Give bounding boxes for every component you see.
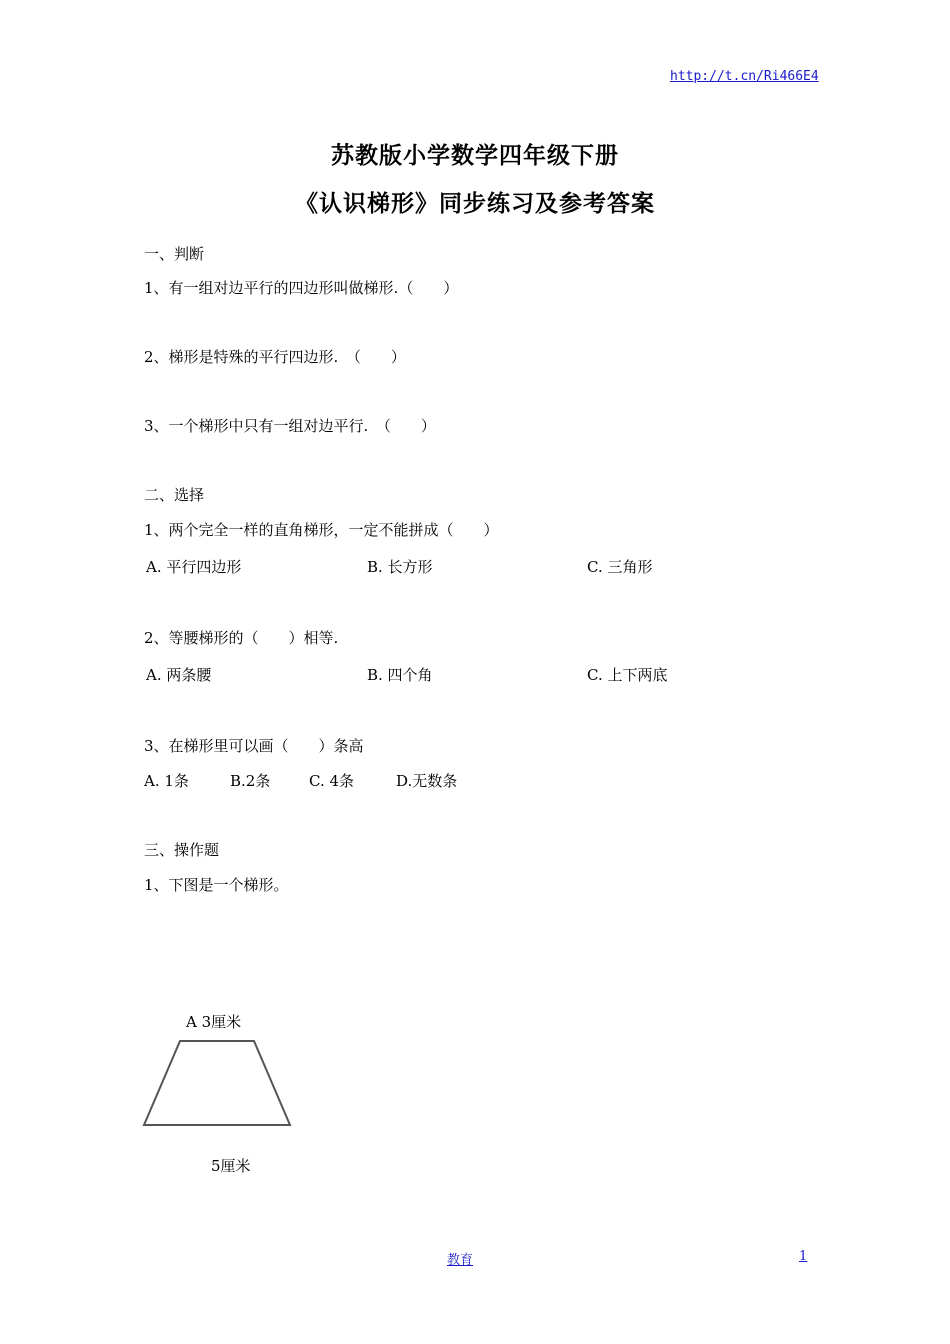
header-link[interactable]: http://t.cn/Ri466E4 [670,69,819,84]
choice-1-option-b: B. 长方形 [367,558,433,576]
choice-question-3: 3、在梯形里可以画（ ）条高 [144,737,364,755]
choice-3-option-b: B.2条 [230,772,271,790]
choice-3-option-c: C. 4条 [309,772,355,790]
choice-question-2: 2、等腰梯形的（ ）相等. [144,629,339,647]
choice-2-option-a: A. 两条腰 [146,666,212,684]
choice-2-option-b: B. 四个角 [367,666,433,684]
operation-question-1: 1、下图是一个梯形。 [144,876,289,894]
document-title-line1: 苏教版小学数学四年级下册 [331,142,619,169]
judge-question-2: 2、梯形是特殊的平行四边形. （ ） [144,348,406,366]
section3-heading: 三、操作题 [144,841,220,859]
judge-question-3: 3、一个梯形中只有一组对边平行. （ ） [144,417,436,435]
choice-1-option-c: C. 三角形 [587,558,653,576]
choice-1-option-a: A. 平行四边形 [146,558,242,576]
document-title-line2: 《认识梯形》同步练习及参考答案 [295,190,655,217]
section2-heading: 二、选择 [144,486,205,504]
choice-question-1: 1、两个完全一样的直角梯形，一定不能拼成（ ） [144,521,499,539]
choice-2-option-c: C. 上下两底 [587,666,668,684]
page-number[interactable]: 1 [799,1249,808,1264]
judge-question-1: 1、有一组对边平行的四边形叫做梯形.（ ） [144,279,459,297]
footer-link[interactable]: 教育 [447,1253,474,1268]
trapezoid-figure [140,1036,296,1132]
choice-3-option-a: A. 1条 [144,772,189,790]
trapezoid-top-label: A 3厘米 [186,1013,242,1031]
choice-3-option-d: D.无数条 [396,772,458,790]
trapezoid-shape [144,1041,290,1125]
trapezoid-bottom-label: 5厘米 [211,1157,251,1175]
section1-heading: 一、判断 [144,245,205,263]
